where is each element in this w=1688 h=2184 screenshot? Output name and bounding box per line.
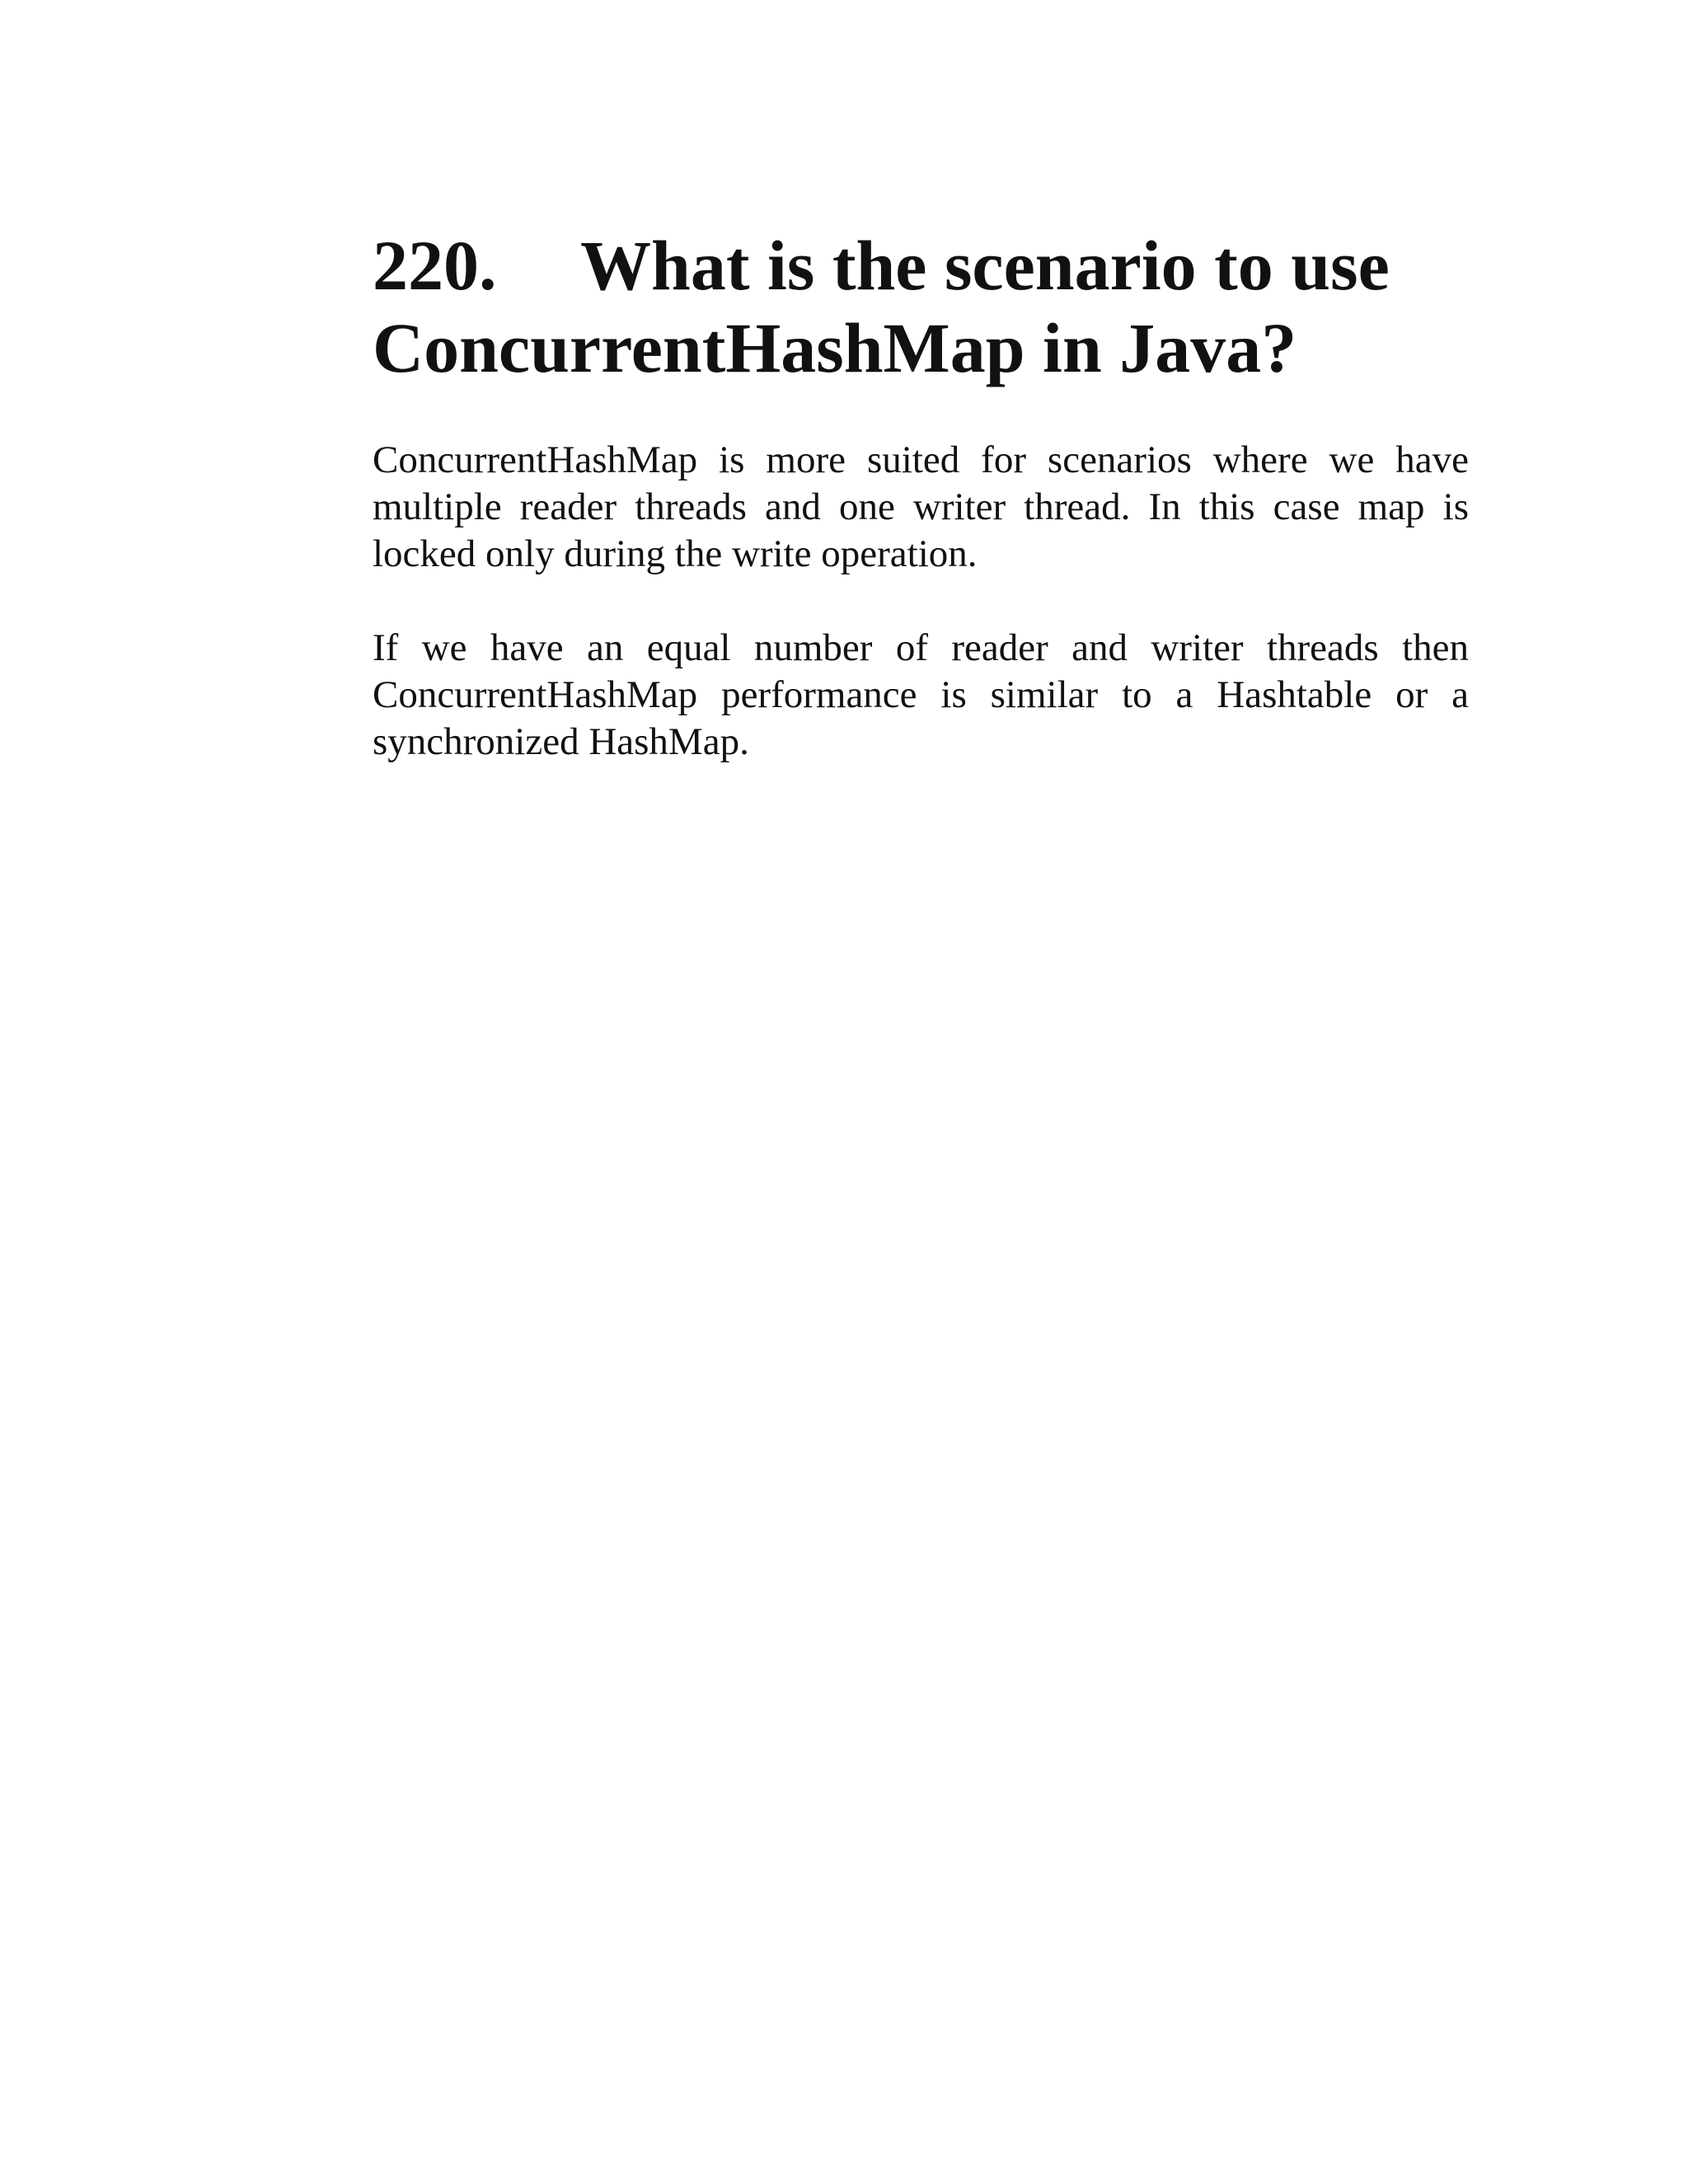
answer-paragraph-1: ConcurrentHashMap is more suited for scenarios where we have multiple reader threads and one writer thread. In this case map is locked only during the write operation. xyxy=(373,438,1469,575)
page-content xyxy=(373,224,1469,766)
question-title-line-1: What is the scenario to use xyxy=(580,226,1390,305)
answer-paragraph-2: If we have an equal number of reader and writer threads then ConcurrentHashMap performance is similar to a Hashtable or a synchronized HashMap. xyxy=(373,626,1469,763)
question-title-line-2: ConcurrentHashMap in Java? xyxy=(373,308,1297,387)
question-number: 220. xyxy=(373,226,497,305)
question-heading xyxy=(373,224,1469,389)
